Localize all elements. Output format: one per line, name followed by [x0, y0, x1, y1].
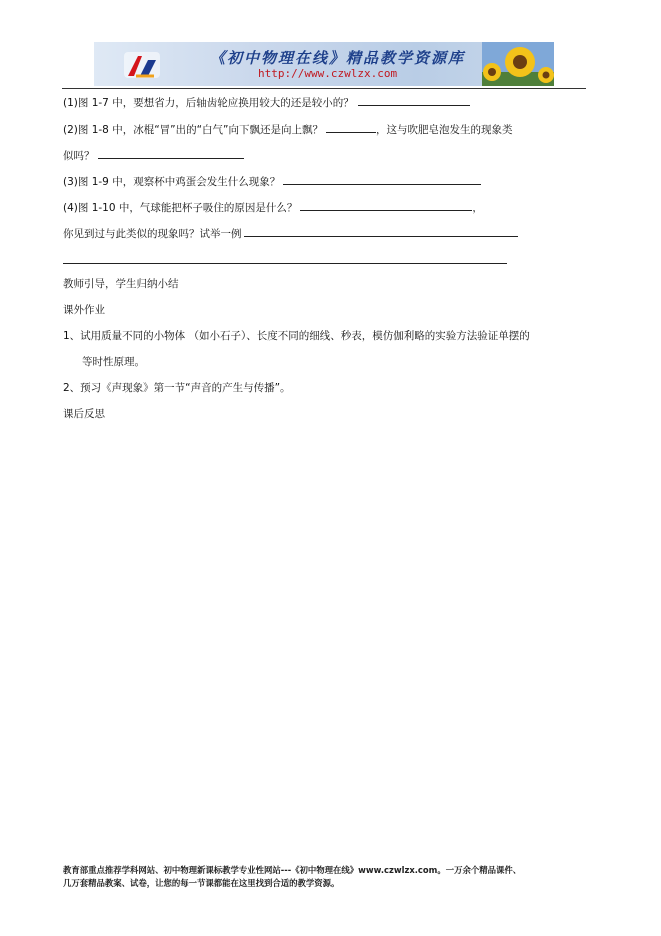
answer-blank: [358, 94, 470, 106]
question-2-end-text: 似吗？: [63, 150, 95, 162]
question-4-example-text: 你见到过与此类似的现象吗？试举一例: [63, 228, 242, 240]
question-2-continuation: ，这与吹肥皂泡发生的现象类: [375, 124, 513, 136]
reflection-heading: 课后反思: [63, 408, 105, 420]
question-3-text: (3)图 1-9 中，观察杯中鸡蛋会发生什么现象？: [63, 176, 281, 188]
question-2-text: (2)图 1-8 中，冰棍“冒”出的“白气”向下飘还是向上飘？: [63, 124, 323, 136]
site-logo-icon: [120, 48, 164, 82]
question-3: [63, 173, 481, 189]
answer-blank: [300, 199, 472, 211]
question-1: [63, 94, 470, 110]
homework-heading: 课外作业: [63, 304, 105, 316]
answer-blank: [244, 225, 518, 237]
answer-line: [63, 263, 507, 264]
question-2: [63, 121, 512, 137]
banner-url: http://www.czwlzx.com: [258, 67, 398, 80]
question-1-text: (1)图 1-7 中，要想省力，后轴齿轮应换用较大的还是较小的？: [63, 97, 354, 109]
answer-blank: [98, 147, 244, 159]
header-banner: [94, 42, 554, 86]
answer-blank: [283, 173, 481, 185]
question-4-comma: ，: [472, 202, 483, 214]
summary-line: 教师引导，学生归纳小结: [63, 278, 179, 290]
header-divider: [62, 88, 586, 89]
homework-item-2: 2、预习《声现象》第一节“声音的产生与传播”。: [63, 382, 291, 394]
sunflower-icon: [482, 42, 554, 86]
answer-blank: [326, 121, 376, 133]
banner-title: 《初中物理在线》精品教学资源库: [210, 49, 466, 67]
question-4-text: (4)图 1-10 中，气球能把杯子吸住的原因是什么？: [63, 202, 298, 214]
homework-item-1: 1、试用质量不同的小物体 （如小石子）、长度不同的细线、秒表，模仿伽利略的实验方法验证单摆的: [63, 330, 530, 342]
question-4: [63, 199, 483, 215]
homework-item-1-continued: 等时性原理。: [82, 356, 145, 368]
question-4-example: [63, 225, 518, 241]
footer-line-2: 几万套精品教案、试卷，让您的每一节课都能在这里找到合适的教学资源。: [63, 878, 340, 888]
footer-line-1: 教育部重点推荐学科网站、初中物理新课标教学专业性网站---《初中物理在线》www.czwlzx.com。一万余个精品课件、: [63, 865, 522, 875]
question-2-end: [63, 147, 244, 163]
